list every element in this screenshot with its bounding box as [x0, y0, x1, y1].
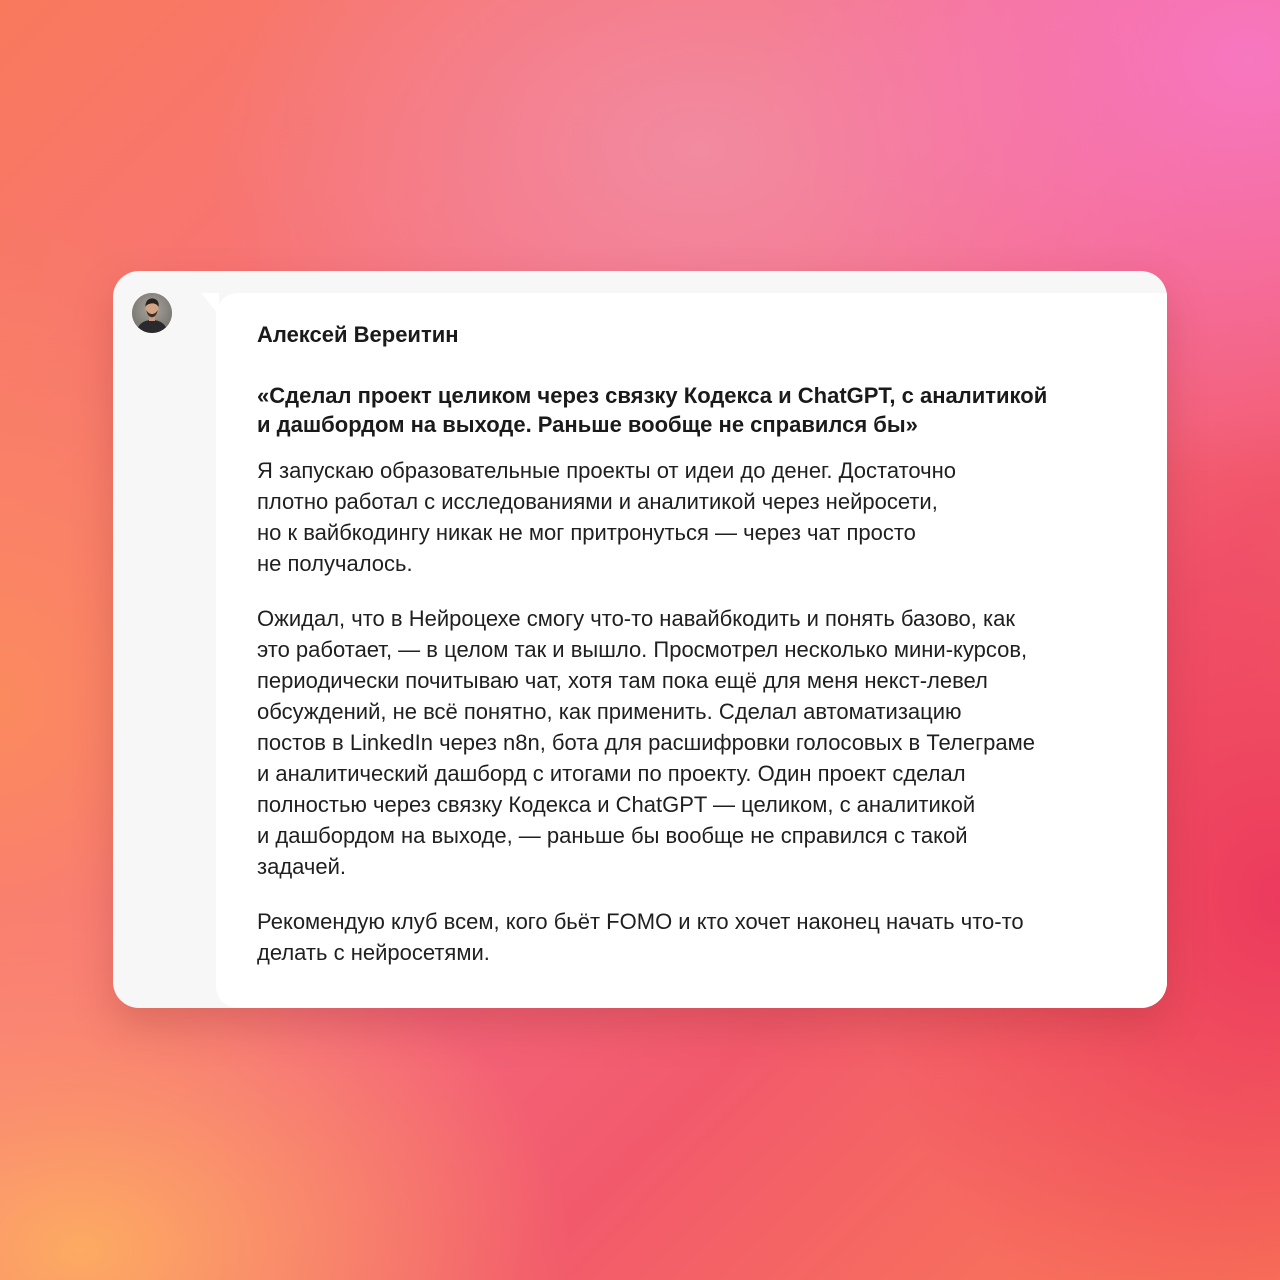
testimonial-card	[113, 271, 1167, 1008]
paragraph-2: Ожидал, что в Нейроцехе смогу что-то навайбкодить и понять базово, как это работает, — в целом так и вышло. Просмотрел несколько мини-курсов, периодически почитываю чат, хотя там пока ещё для меня некст-левел обсуждений, не всё понятно, как применить. Сделал автоматизацию постов в LinkedIn через n8n, бота для расшифровки голосовых в Телеграме и аналитический дашборд с итогами по проекту. Один проект сделал полностью через связку Кодекса и ChatGPT — целиком, с аналитикой и дашбордом на выходе, — раньше бы вообще не справился с такой задачей.	[257, 606, 1035, 879]
message-content	[257, 319, 1137, 968]
paragraph-1: Я запускаю образовательные проекты от идеи до денег. Достаточно плотно работал с исследованиями и аналитикой через нейросети, но к вайбкодингу никак не мог притронуться — через чат просто не получалось.	[257, 458, 957, 576]
quote-headline: «Сделал проект целиком через связку Кодекса и ChatGPT, с аналитикой и дашбордом на выходе. Раньше вообще не справился бы»	[257, 383, 1048, 437]
avatar[interactable]	[132, 293, 172, 333]
paragraph-3: Рекомендую клуб всем, кого бьёт FOMO и кто хочет наконец начать что-то делать с нейросетями.	[257, 909, 1024, 965]
author-name[interactable]: Алексей Вереитин	[257, 322, 459, 347]
avatar-photo-icon	[132, 293, 172, 333]
